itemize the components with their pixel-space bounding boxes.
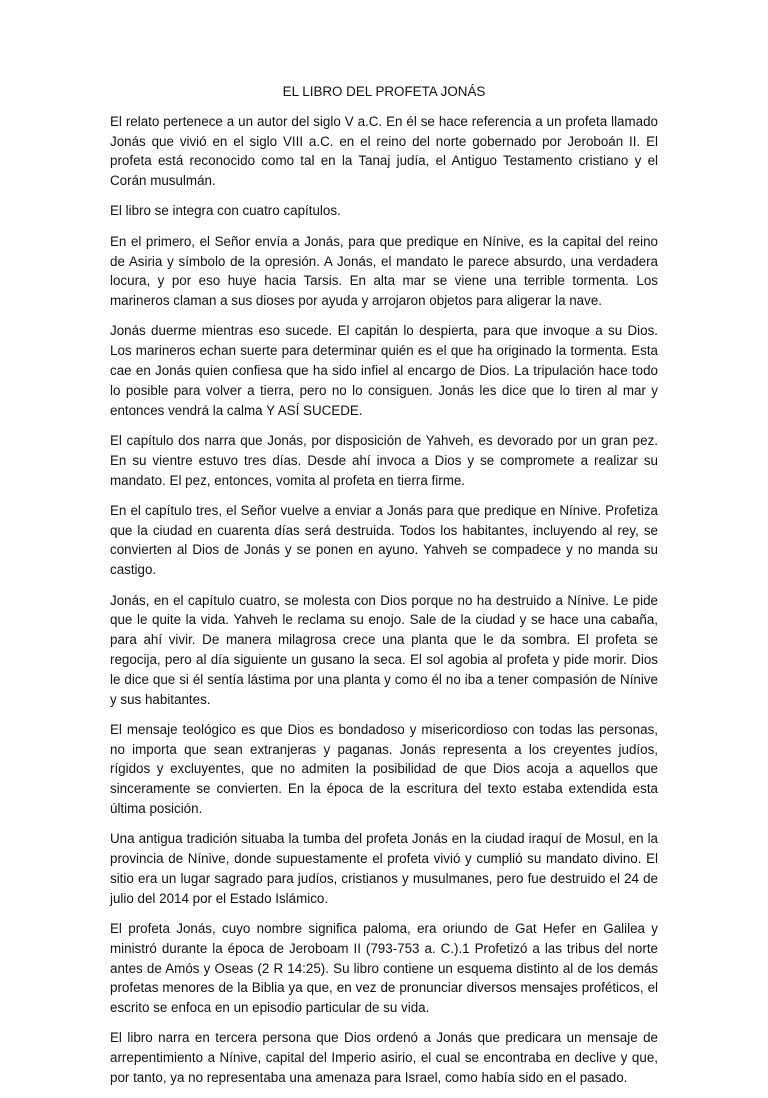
paragraph: El relato pertenece a un autor del siglo V a.C. En él se hace referencia a un profeta llamado Jonás que vivió en el siglo VIII a.C. en el reino del norte gobernado por Jeroboán II. El profeta está reconocido como tal en la Tanaj judía, el Antiguo Testamento cristiano y el Corán musulmán. [110, 113, 658, 189]
paragraph: Jonás, en el capítulo cuatro, se molesta con Dios porque no ha destruido a Nínive. Le pide que le quite la vida. Yahveh le reclama su enojo. Sale de la ciudad y se hace una cabaña, para ahí vivir. De manera milagrosa crece una planta que le da sombra. El profeta se regocija, pero al día siguiente un gusano la seca. El sol agobia al profeta y pide morir. Dios le dice que si él sentía lástima por una planta y como él no iba a tener compasión de Nínive y sus habitantes. [110, 592, 658, 707]
paragraph: El libro se integra con cuatro capítulos. [110, 203, 341, 219]
paragraph: Jonás duerme mientras eso sucede. El capitán lo despierta, para que invoque a su Dios. Los marineros echan suerte para determinar quién es el que ha originado la tormenta. Esta cae en Jonás quien confiesa que ha sido infiel al encargo de Dios. La tripulación hace todo lo posible para volver a tierra, pero no lo consiguen. Jonás les dice que lo tiren al mar y entonces vendrá la calma Y ASÍ SUCEDE. [110, 323, 658, 418]
paragraph: En el capítulo tres, el Señor vuelve a enviar a Jonás para que predique en Nínive. Profetiza que la ciudad en cuarenta días será destruida. Todos los habitantes, incluyendo al rey, se convierten al Dios de Jonás y se ponen en ayuno. Yahveh se compadece y no manda su castigo. [110, 502, 658, 578]
paragraph: El mensaje teológico es que Dios es bondadoso y misericordioso con todas las personas, no importa que sean extranjeras y paganas. Jonás representa a los creyentes judíos, rígidos y excluyentes, que no admiten la posibilidad de que Dios acoja a aquellos que sinceramente se convierten. En la época de la escritura del texto estaba extendida esta última posición. [110, 721, 658, 816]
paragraph: En el primero, el Señor envía a Jonás, para que predique en Nínive, es la capital del reino de Asiria y símbolo de la opresión. A Jonás, el mandato le parece absurdo, una verdadera locura, y por eso huye hacia Tarsis. En alta mar se viene una terrible tormenta. Los marineros claman a sus dioses por ayuda y arrojaron objetos para aligerar la nave. [110, 233, 658, 309]
document-page [110, 82, 658, 1098]
document-title: EL LIBRO DEL PROFETA JONÁS [282, 84, 486, 99]
paragraph: El capítulo dos narra que Jonás, por disposición de Yahveh, es devorado por un gran pez. En su vientre estuvo tres días. Desde ahí invoca a Dios y se compromete a realizar su mandato. El pez, entonces, vomita al profeta en tierra firme. [110, 432, 658, 488]
paragraph: El libro narra en tercera persona que Dios ordenó a Jonás que predicara un mensaje de arrepentimiento a Nínive, capital del Imperio asirio, el cual se encontraba en declive y que, por tanto, ya no representaba una amenaza para Israel, como había sido en el pasado. [110, 1030, 658, 1086]
paragraph: El profeta Jonás, cuyo nombre significa paloma, era oriundo de Gat Hefer en Galilea y ministró durante la época de Jeroboam II (793-753 a. C.).1 Profetizó a las tribus del norte antes de Amós y Oseas (2 R 14:25). Su libro contiene un esquema distinto al de los demás profetas menores de la Biblia ya que, en vez de pronunciar diversos mensajes proféticos, el escrito se enfoca en un episodio particular de su vida. [110, 920, 658, 1016]
paragraph: Una antigua tradición situaba la tumba del profeta Jonás en la ciudad iraquí de Mosul, en la provincia de Nínive, donde supuestamente el profeta vivió y cumplió su mandato divino. El sitio era un lugar sagrado para judíos, cristianos y musulmanes, pero fue destruido el 24 de julio del 2014 por el Estado Islámico. [110, 831, 658, 906]
